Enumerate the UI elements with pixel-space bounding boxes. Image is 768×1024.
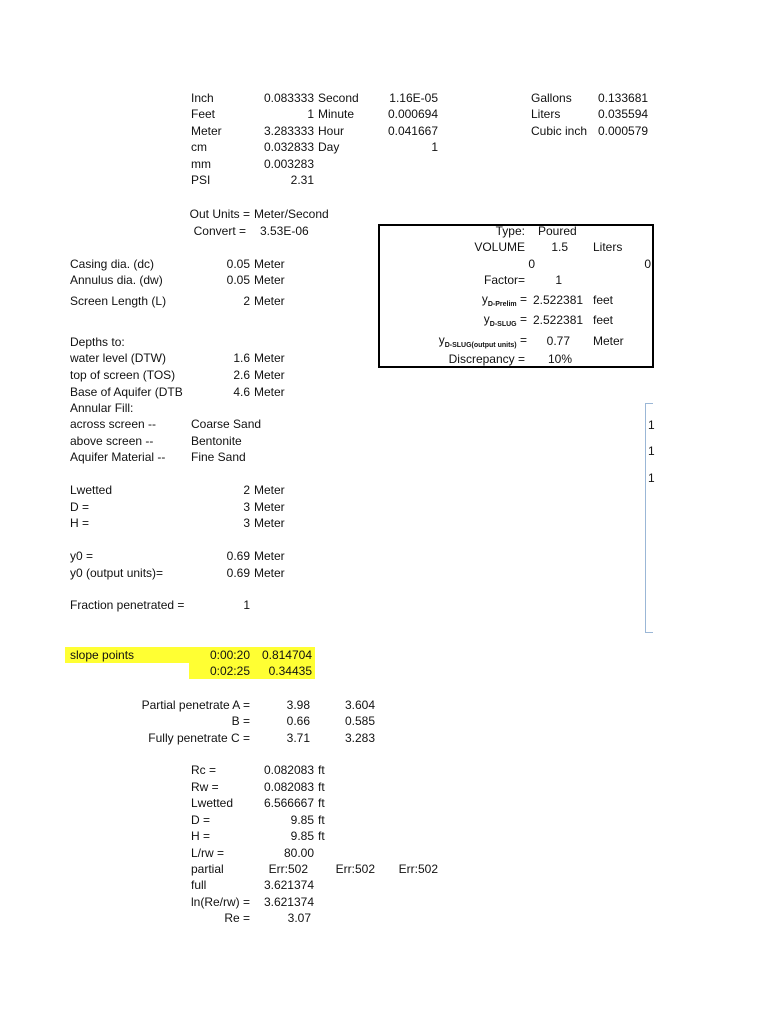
length-factor: 0.032833 <box>263 140 314 154</box>
fill-value: Bentonite <box>191 434 242 448</box>
well-value: 0.05 <box>226 273 250 287</box>
depths-title: Depths to: <box>70 335 125 349</box>
y0-value: 0.69 <box>226 566 250 580</box>
length-factor: 0.003283 <box>263 157 314 171</box>
depth-label: top of screen (TOS) <box>70 368 176 382</box>
annular-title: Annular Fill: <box>70 401 134 415</box>
penetrate-v1: 3.71 <box>286 731 310 745</box>
time-unit: Hour <box>318 124 345 138</box>
depth-value: 4.6 <box>233 385 250 399</box>
out-units-value: Meter/Second <box>254 207 329 221</box>
geom-value: 2 <box>243 483 250 497</box>
y-prelim-unit: feet <box>593 293 614 307</box>
depth-unit: Meter <box>254 351 285 365</box>
depth-value: 2.6 <box>233 368 250 382</box>
geom-unit: Meter <box>254 516 285 530</box>
time-factor: 1 <box>431 140 438 154</box>
volume-factor: 0.133681 <box>598 91 649 105</box>
calc-unit: ft <box>318 813 325 827</box>
calc-value: 9.85 <box>290 829 314 843</box>
calc-value: 80.00 <box>283 846 314 860</box>
fill-label: Aquifer Material -- <box>70 450 166 464</box>
length-factor: 3.283333 <box>263 124 314 138</box>
well-label: Annulus dia. (dw) <box>70 273 163 287</box>
calc-label: Rc = <box>191 763 217 777</box>
geom-value: 3 <box>243 516 250 530</box>
well-unit: Meter <box>254 294 285 308</box>
depth-label: Base of Aquifer (DTB <box>70 385 183 399</box>
length-unit: Meter <box>191 124 222 138</box>
slope-label: slope points <box>70 648 135 662</box>
time-unit: Day <box>318 140 340 154</box>
calc-unit: ft <box>318 763 325 777</box>
y0-label: y0 = <box>70 549 94 563</box>
length-factor: 1 <box>307 107 314 121</box>
time-unit: Minute <box>318 107 355 121</box>
discrepancy-label: Discrepancy = <box>448 352 525 366</box>
calc-value: 0.082083 <box>263 780 314 794</box>
fill-value: Fine Sand <box>191 450 246 464</box>
y-out-unit: Meter <box>593 334 624 348</box>
length-factor: 0.083333 <box>263 91 314 105</box>
well-unit: Meter <box>254 273 285 287</box>
calc-label: L/rw = <box>191 846 225 860</box>
factor-label: Factor= <box>483 273 525 287</box>
partial-value: Err:502 <box>268 862 308 876</box>
out-units-label: Out Units = <box>189 207 250 221</box>
geom-label: H = <box>70 516 90 530</box>
zero-value: 0 <box>644 257 651 271</box>
fraction-label: Fraction penetrated = <box>70 598 185 612</box>
penetrate-label: B = <box>231 714 250 728</box>
discrepancy-value: 10% <box>547 352 572 366</box>
y-out-value: 0.77 <box>546 334 570 348</box>
calc-label: H = <box>191 829 211 843</box>
time-unit: Second <box>318 91 359 105</box>
geom-value: 3 <box>243 500 250 514</box>
factor-value: 1 <box>555 273 562 287</box>
length-unit: PSI <box>191 173 211 187</box>
re-value: 3.07 <box>287 911 311 925</box>
ln-label: ln(Re/rw) = <box>191 895 251 909</box>
partial-label: partial <box>191 862 224 876</box>
fill-value: Coarse Sand <box>191 417 262 431</box>
penetrate-v1: 3.98 <box>286 698 310 712</box>
y-slug-value: 2.522381 <box>533 313 584 327</box>
slope-time: 0:00:20 <box>209 648 250 662</box>
geom-unit: Meter <box>254 500 285 514</box>
well-unit: Meter <box>254 257 285 271</box>
full-label: full <box>191 878 207 892</box>
penetrate-label: Fully penetrate C = <box>148 731 250 745</box>
length-unit: Feet <box>191 107 216 121</box>
penetrate-v2: 3.604 <box>344 698 375 712</box>
length-unit: mm <box>191 157 211 171</box>
convert-label: Convert = <box>193 224 246 238</box>
side-mark: 1 <box>648 418 655 432</box>
y0-unit: Meter <box>254 566 285 580</box>
geom-label: D = <box>70 500 90 514</box>
well-label: Casing dia. (dc) <box>70 257 155 271</box>
geom-label: Lwetted <box>70 483 113 497</box>
volume-unit: Liters <box>531 107 561 121</box>
volume-factor: 0.035594 <box>598 107 649 121</box>
calc-value: 9.85 <box>290 813 314 827</box>
zero-value: 0 <box>528 257 535 271</box>
well-value: 2 <box>243 294 250 308</box>
length-factor: 2.31 <box>290 173 314 187</box>
volume-unit: Gallons <box>531 91 572 105</box>
calc-label: Rw = <box>191 780 219 794</box>
calc-label: D = <box>191 813 211 827</box>
type-value: Poured <box>538 224 577 238</box>
y-prelim-label: $y_{D-Prelim}$ = <box>481 292 527 308</box>
ln-value: 3.621374 <box>263 895 314 909</box>
y-prelim-value: 2.522381 <box>533 293 584 307</box>
depth-value: 1.6 <box>233 351 250 365</box>
penetrate-v1: 0.66 <box>286 714 310 728</box>
y-slug-unit: feet <box>593 313 614 327</box>
length-unit: cm <box>191 140 207 154</box>
y0-value: 0.69 <box>226 549 250 563</box>
calc-unit: ft <box>318 796 325 810</box>
type-label: Type: <box>495 224 525 238</box>
slope-value: 0.814704 <box>261 648 312 662</box>
time-factor: 0.041667 <box>387 124 438 138</box>
calc-label: Lwetted <box>191 796 234 810</box>
geom-unit: Meter <box>254 483 285 497</box>
chart-edge-bracket <box>645 403 653 633</box>
length-unit: Inch <box>191 91 214 105</box>
depth-label: water level (DTW) <box>70 351 167 365</box>
time-factor: 1.16E-05 <box>389 91 438 105</box>
calc-value: 0.082083 <box>263 763 314 777</box>
y0-label: y0 (output units)= <box>70 566 164 580</box>
y0-unit: Meter <box>254 549 285 563</box>
penetrate-v2: 3.283 <box>344 731 375 745</box>
convert-value: 3.53E-06 <box>260 224 309 238</box>
well-label: Screen Length (L) <box>70 294 167 308</box>
partial-value: Err:502 <box>398 862 438 876</box>
volume-label: VOLUME <box>474 240 525 254</box>
side-mark: 1 <box>648 471 655 485</box>
slope-time: 0:02:25 <box>209 664 250 678</box>
y-slug-label: $y_{D-SLUG}$ = <box>483 312 527 328</box>
depth-unit: Meter <box>254 385 285 399</box>
y-out-label: $y_{D-SLUG(output units)}$ = <box>438 333 527 349</box>
side-mark: 1 <box>648 444 655 458</box>
fill-label: above screen -- <box>70 434 154 448</box>
calc-value: 6.566667 <box>263 796 314 810</box>
calc-unit: ft <box>318 780 325 794</box>
well-value: 0.05 <box>226 257 250 271</box>
penetrate-label: Partial penetrate A = <box>141 698 250 712</box>
penetrate-v2: 0.585 <box>344 714 375 728</box>
volume-unit: Liters <box>593 240 623 254</box>
depth-unit: Meter <box>254 368 285 382</box>
fraction-value: 1 <box>243 598 250 612</box>
slope-value: 0.34435 <box>268 664 312 678</box>
volume-unit: Cubic inch <box>531 124 588 138</box>
full-value: 3.621374 <box>263 878 314 892</box>
time-factor: 0.000694 <box>387 107 438 121</box>
volume-value: 1.5 <box>551 240 568 254</box>
re-label: Re = <box>224 911 250 925</box>
volume-factor: 0.000579 <box>598 124 649 138</box>
partial-value: Err:502 <box>335 862 375 876</box>
fill-label: across screen -- <box>70 417 157 431</box>
calc-unit: ft <box>318 829 325 843</box>
